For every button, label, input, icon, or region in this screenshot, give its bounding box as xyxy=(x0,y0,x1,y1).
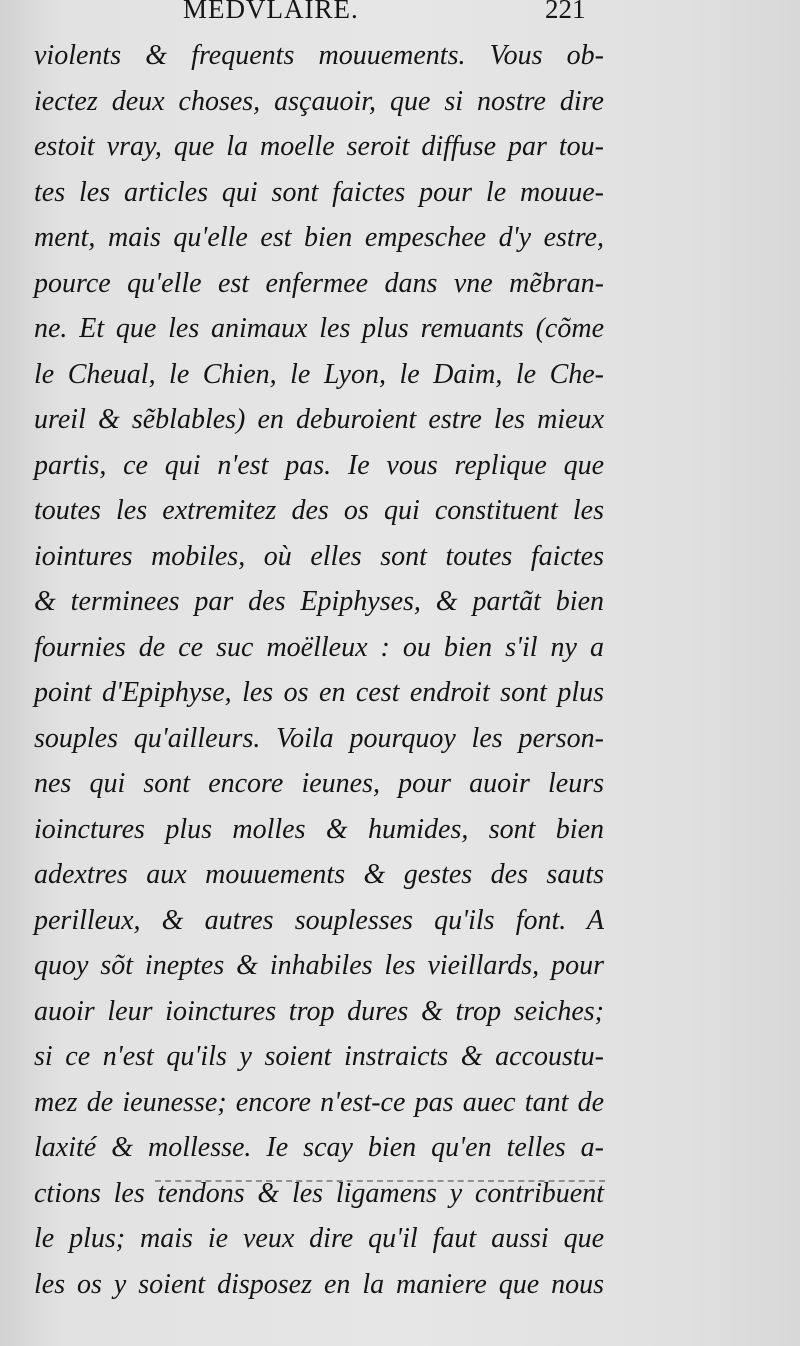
page-number: 221 xyxy=(545,0,586,24)
text-line: & terminees par des Epiphyses, & partãt bien xyxy=(34,586,604,617)
text-line: auoir leur ioinctures trop dures & trop seiches; xyxy=(34,995,604,1027)
underline-rule xyxy=(155,1180,605,1182)
text-line: si ce n'est qu'ils y soient instraicts & accoustu- xyxy=(34,1041,604,1072)
body-text xyxy=(34,33,604,1307)
text-line: le plus; mais ie veux dire qu'il faut aussi que xyxy=(34,1223,604,1254)
text-line: laxité & mollesse. Ie scay bien qu'en telles a- xyxy=(34,1132,604,1163)
text-line: ctions les tendons & les ligamens y contribuent xyxy=(34,1177,604,1209)
text-line: tes les articles qui sont faictes pour le mouue- xyxy=(34,176,604,208)
text-line: perilleux, & autres souplesses qu'ils font. A xyxy=(34,904,604,936)
text-line: ioinctures plus molles & humides, sont bien xyxy=(34,813,604,845)
text-line: ne. Et que les animaux les plus remuants (cõme xyxy=(34,313,604,344)
text-line: ment, mais qu'elle est bien empeschee d'y estre, xyxy=(34,222,604,253)
running-head: MEDVLAIRE. xyxy=(183,0,359,24)
text-line: toutes les extremitez des os qui constituent les xyxy=(34,495,604,526)
text-line: quoy sõt ineptes & inhabiles les vieillards, pour xyxy=(34,950,604,981)
text-line: pource qu'elle est enfermee dans vne mẽbran- xyxy=(34,267,604,299)
text-line: partis, ce qui n'est pas. Ie vous replique que xyxy=(34,449,604,481)
text-line: souples qu'ailleurs. Voila pourquoy les person- xyxy=(34,722,604,754)
text-line: mez de ieunesse; encore n'est-ce pas auec tant de xyxy=(34,1086,604,1118)
text-line: les os y soient disposez en la maniere que nous xyxy=(34,1268,604,1300)
show-through-text xyxy=(605,180,800,226)
text-line: adextres aux mouuements & gestes des sauts xyxy=(34,859,604,890)
text-line: estoit vray, que la moelle seroit diffuse par tou- xyxy=(34,131,604,162)
text-line: fournies de ce suc moëlleux : ou bien s'il ny a xyxy=(34,631,604,663)
text-line: point d'Epiphyse, les os en cest endroit sont plus xyxy=(34,677,604,708)
page-header xyxy=(0,0,800,24)
text-line: nes qui sont encore ieunes, pour auoir leurs xyxy=(34,768,604,799)
text-line: ureil & sẽblables) en deburoient estre les mieux xyxy=(34,404,604,435)
text-line: le Cheual, le Chien, le Lyon, le Daim, le Che- xyxy=(34,358,604,390)
text-line: iectez deux choses, asçauoir, que si nostre dire xyxy=(34,85,604,117)
text-line: violents & frequents mouuements. Vous ob- xyxy=(34,40,604,71)
text-line: iointures mobiles, où elles sont toutes faictes xyxy=(34,540,604,572)
